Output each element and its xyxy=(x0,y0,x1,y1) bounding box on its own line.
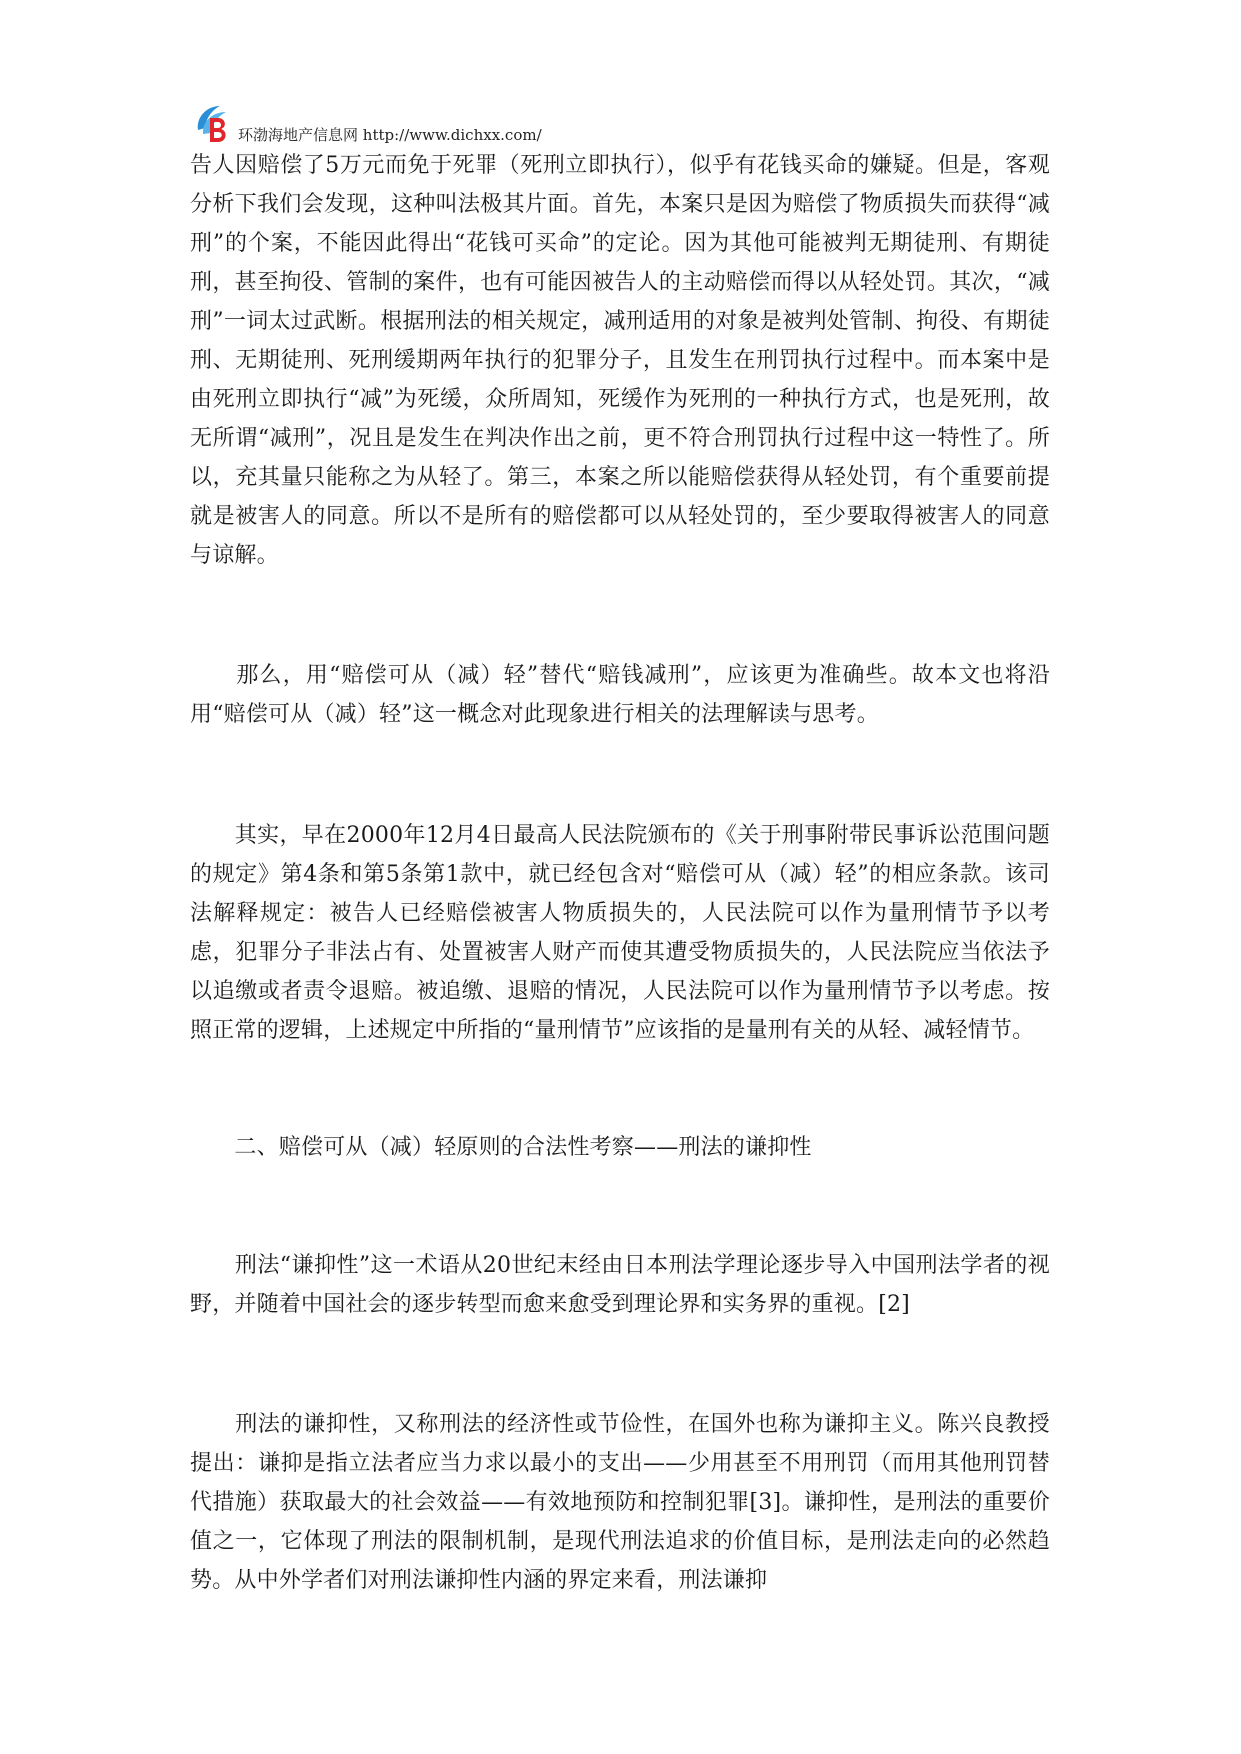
site-url[interactable]: http://www.dichxx.com/ xyxy=(362,126,542,144)
bohai-logo-icon xyxy=(190,100,236,146)
paragraph-4: 刑法“谦抑性”这一术语从20世纪末经由日本刑法学理论逐步导入中国刑法学者的视野，并随着中国社会的逐步转型而愈来愈受到理论界和实务界的重视。[2] xyxy=(190,1253,1050,1317)
site-name: 环渤海地产信息网 xyxy=(238,126,359,144)
site-header-text xyxy=(238,126,542,144)
paragraph-2: 那么，用“赔偿可从（减）轻”替代“赔钱减刑”，应该更为准确些。故本文也将沿用“赔偿可从（减）轻”这一概念对此现象进行相关的法理解读与思考。 xyxy=(190,663,1050,727)
paragraph-5: 刑法的谦抑性，又称刑法的经济性或节俭性，在国外也称为谦抑主义。陈兴良教授提出：谦抑是指立法者应当力求以最小的支出——少用甚至不用刑罚（而用其他刑罚替代措施）获取最大的社会效益——有效地预防和控制犯罪[3]。谦抑性，是刑法的重要价值之一，它体现了刑法的限制机制，是现代刑法追求的价值目标，是刑法走向的必然趋势。从中外学者们对刑法谦抑性内涵的界定来看，刑法谦抑 xyxy=(190,1412,1050,1593)
document-body xyxy=(190,146,1050,1600)
section-heading: 二、赔偿可从（减）轻原则的合法性考察——刑法的谦抑性 xyxy=(190,1135,812,1160)
paragraph-3: 其实，早在2000年12月4日最高人民法院颁布的《关于刑事附带民事诉讼范围问题的规定》第4条和第5条第1款中，就已经包含对“赔偿可从（减）轻”的相应条款。该司法解释规定：被告人已经赔偿被害人物质损失的，人民法院可以作为量刑情节予以考虑，犯罪分子非法占有、处置被害人财产而使其遭受物质损失的，人民法院应当依法予以追缴或者责令退赔。被追缴、退赔的情况，人民法院可以作为量刑情节予以考虑。按照正常的逻辑，上述规定中所指的“量刑情节”应该指的是量刑有关的从轻、减轻情节。 xyxy=(190,823,1050,1043)
page-header xyxy=(190,86,542,146)
paragraph-1: 告人因赔偿了5万元而免于死罪（死刑立即执行），似乎有花钱买命的嫌疑。但是，客观分析下我们会发现，这种叫法极其片面。首先，本案只是因为赔偿了物质损失而获得“减刑”的个案，不能因此得出“花钱可买命”的定论。因为其他可能被判无期徒刑、有期徒刑，甚至拘役、管制的案件，也有可能因被告人的主动赔偿而得以从轻处罚。其次，“减刑”一词太过武断。根据刑法的相关规定，减刑适用的对象是被判处管制、拘役、有期徒刑、无期徒刑、死刑缓期两年执行的犯罪分子，且发生在刑罚执行过程中。而本案中是由死刑立即执行“减”为死缓，众所周知，死缓作为死刑的一种执行方式，也是死刑，故无所谓“减刑”，况且是发生在判决作出之前，更不符合刑罚执行过程中这一特性了。所以，充其量只能称之为从轻了。第三，本案之所以能赔偿获得从轻处罚，有个重要前提就是被害人的同意。所以不是所有的赔偿都可以从轻处罚的，至少要取得被害人的同意与谅解。 xyxy=(190,153,1050,568)
